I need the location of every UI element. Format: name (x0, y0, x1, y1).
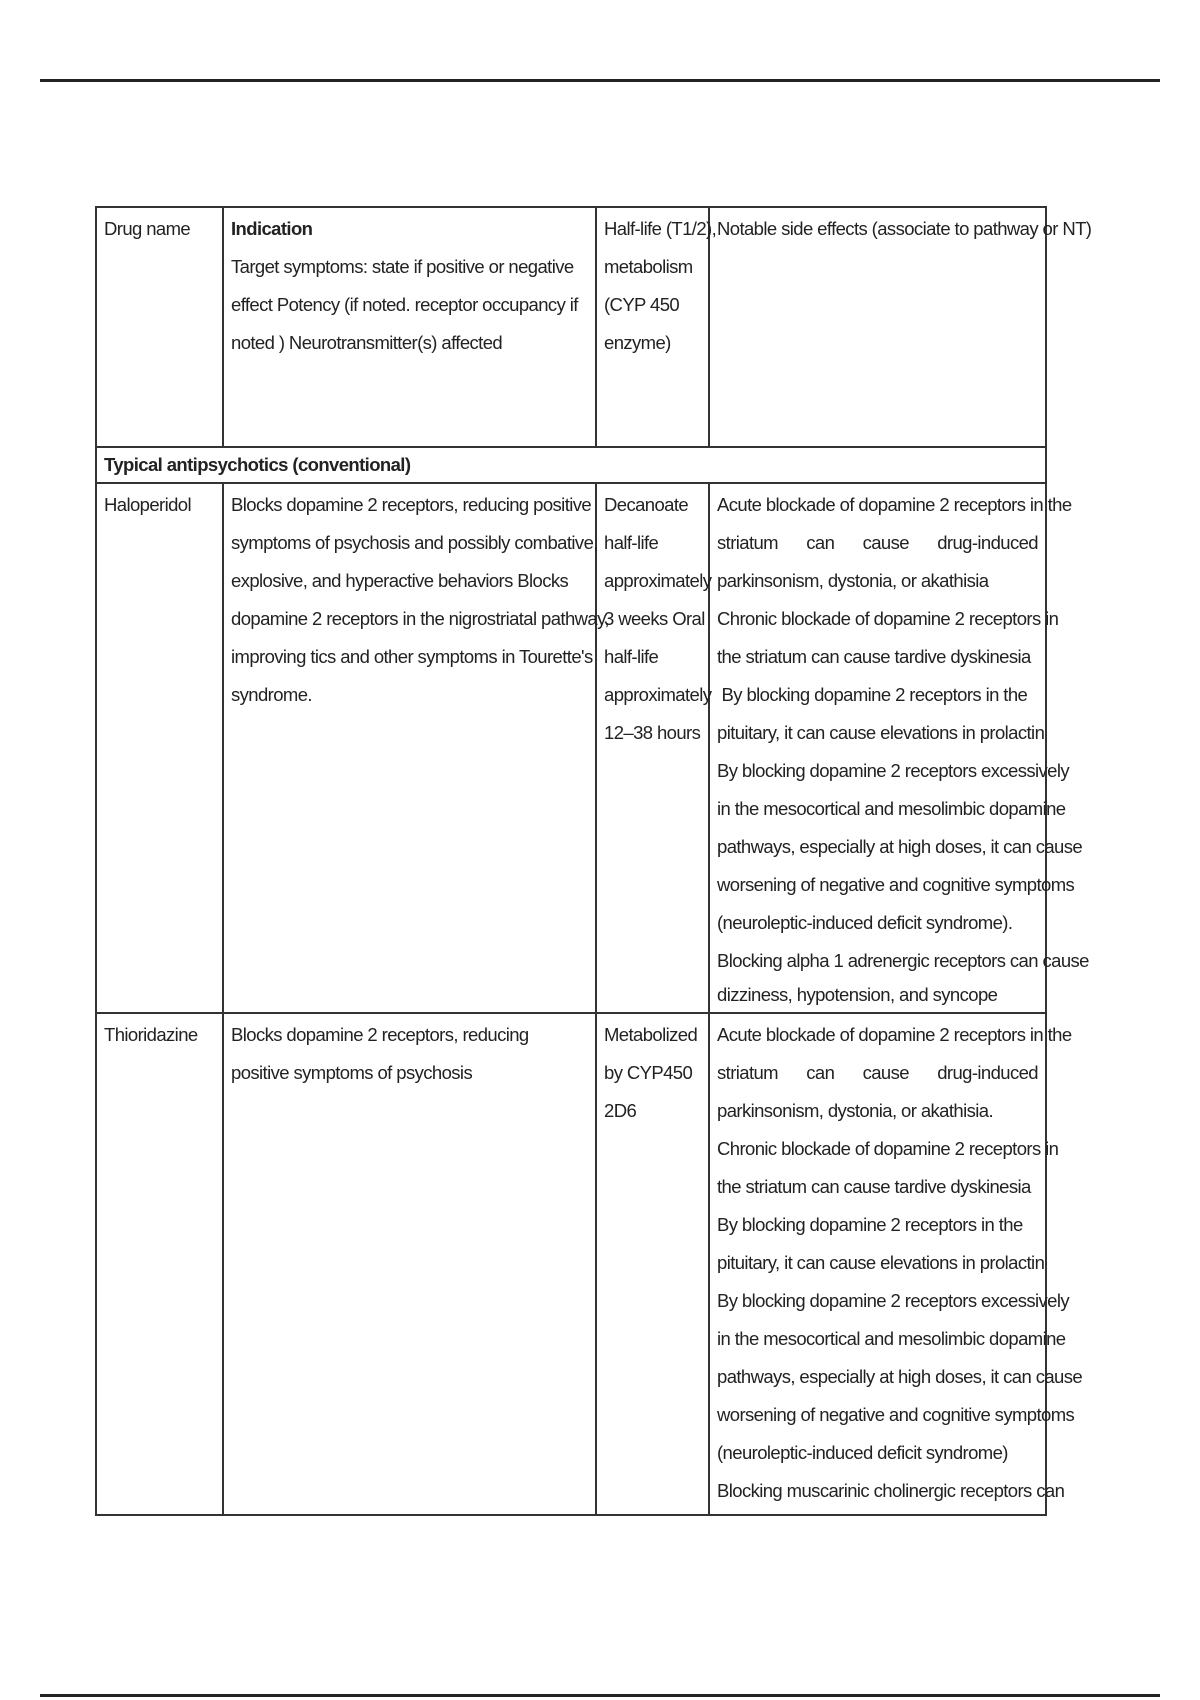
header-indication: Indication Target symptoms: state if positive or negative effect Potency (if noted. receptor occupancy if noted ) Neurotransmitter(s) affected (223, 207, 596, 447)
section-row (96, 447, 1046, 483)
table-row (96, 1013, 1046, 1515)
header-indication-title: Indication (231, 218, 313, 239)
header-side-effects: Notable side effects (associate to pathway or NT) (709, 207, 1046, 447)
table-row (96, 483, 1046, 1013)
section-title: Typical antipsychotics (conventional) (96, 447, 1046, 483)
header-drug-name: Drug name (96, 207, 223, 447)
drug-name-cell: Thioridazine (96, 1013, 223, 1515)
indication-cell: Blocks dopamine 2 receptors, reducing positive symptoms of psychosis and possibly combative, explosive, and hyperactive behaviors Blocks dopamine 2 receptors in the nigrostriatal pathway, improving tics and other symptoms in Tourette's syndrome. (223, 483, 596, 1013)
header-half-life: Half-life (T1/2), metabolism (CYP 450 enzyme) (596, 207, 709, 447)
table-header-row (96, 207, 1046, 447)
drug-table (95, 206, 1092, 1516)
side-effects-cell: Acute blockade of dopamine 2 receptors in the striatum can cause drug-induced parkinsonism, dystonia, or akathisia. Chronic blockade of dopamine 2 receptors in the striatum can cause tardive dyskinesia By blocking dopamine 2 receptors in the pituitary, it can cause elevations in prolactin By blocking dopamine 2 receptors excessively in the mesocortical and mesolimbic dopamine pathways, especially at high doses, it can cause worsening of negative and cognitive symptoms (neuroleptic-induced deficit syndrome) Blocking muscarinic cholinergic receptors can (709, 1013, 1046, 1515)
side-effects-cell: Acute blockade of dopamine 2 receptors in the striatum can cause drug-induced parkinsonism, dystonia, or akathisia Chronic blockade of dopamine 2 receptors in the striatum can cause tardive dyskinesia By blocking dopamine 2 receptors in the pituitary, it can cause elevations in prolactin By blocking dopamine 2 receptors excessively in the mesocortical and mesolimbic dopamine pathways, especially at high doses, it can cause worsening of negative and cognitive symptoms (neuroleptic-induced deficit syndrome). Blocking alpha 1 adrenergic receptors can cause dizziness, hypotension, and syncope (709, 483, 1046, 1013)
top-divider (40, 79, 1160, 82)
half-life-cell: Metabolized by CYP450 2D6 (596, 1013, 709, 1515)
bottom-divider (40, 1694, 1160, 1697)
half-life-cell: Decanoate half-life approximately 3 weeks Oral half-life approximately 12–38 hours (596, 483, 709, 1013)
drug-name-cell: Haloperidol (96, 483, 223, 1013)
indication-cell: Blocks dopamine 2 receptors, reducing positive symptoms of psychosis (223, 1013, 596, 1515)
